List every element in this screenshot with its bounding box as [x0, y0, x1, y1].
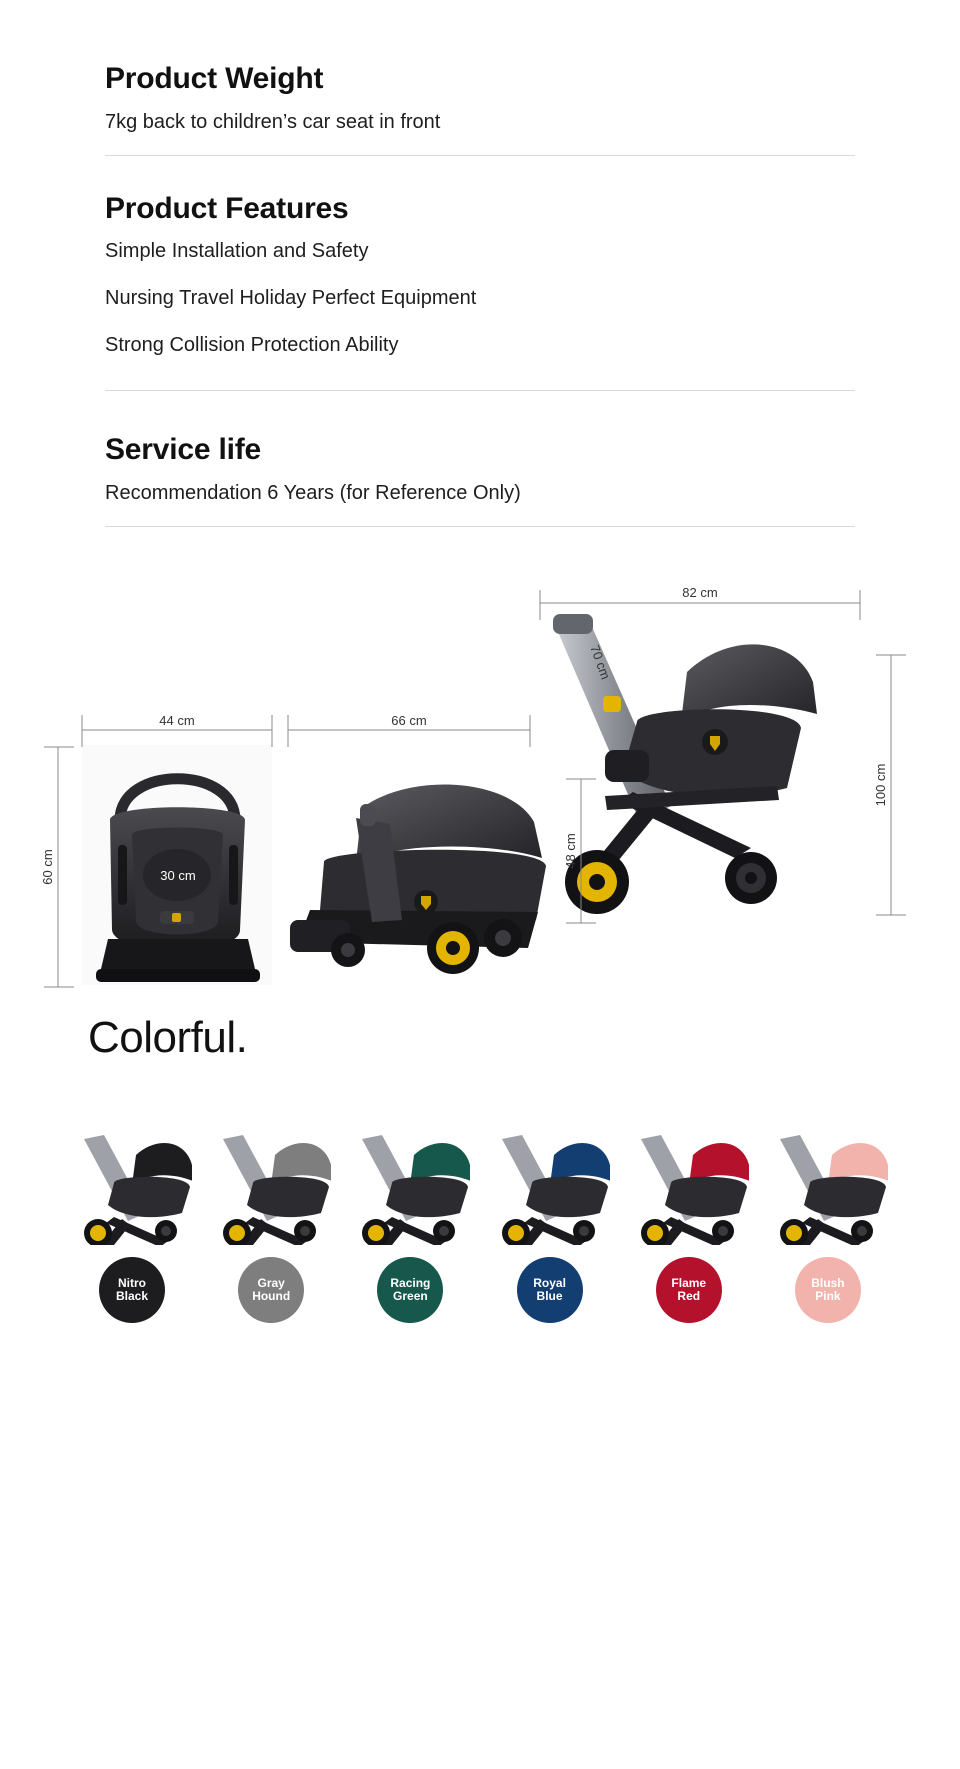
colorful-section — [0, 1013, 960, 1324]
color-name-line2: Black — [115, 1289, 149, 1304]
colorful-heading: Colorful. — [88, 1012, 248, 1062]
spec-block-weight — [105, 0, 855, 156]
color-name-line1: Racing — [390, 1275, 431, 1290]
section-divider — [105, 526, 855, 527]
color-option-nitro-black[interactable] — [72, 1117, 192, 1323]
color-name-line2: Hound — [252, 1289, 291, 1304]
color-chip[interactable] — [517, 1257, 583, 1323]
color-chip[interactable] — [656, 1257, 722, 1323]
spec-block-features — [105, 156, 855, 392]
dimension-label-front-height: 60 cm — [40, 848, 55, 885]
color-option-blush-pink[interactable] — [768, 1117, 888, 1323]
color-name-line1: Flame — [671, 1275, 707, 1290]
specifications-section — [0, 0, 960, 527]
section-title-product-features: Product Features — [105, 191, 349, 225]
stroller-thumbnail-icon — [490, 1117, 610, 1245]
dimension-label-seat-height: 48 cm — [563, 832, 578, 869]
spec-text-feature-1: Simple Installation and Safety — [105, 240, 369, 262]
color-chip[interactable] — [99, 1257, 165, 1323]
dimension-label-folded-width: 66 cm — [391, 712, 427, 728]
section-title-product-weight: Product Weight — [105, 62, 324, 95]
spec-text-service-life: Recommendation 6 Years (for Reference Only) — [105, 481, 521, 504]
color-option-gray-hound[interactable] — [211, 1117, 331, 1323]
spec-text-feature-3: Strong Collision Protection Ability — [105, 334, 399, 356]
section-title-service-life: Service life — [105, 433, 262, 466]
color-swatch-row — [0, 1099, 960, 1323]
color-name-line2: Red — [677, 1289, 701, 1304]
color-name-line1: Royal — [533, 1275, 566, 1290]
color-chip[interactable] — [795, 1257, 861, 1323]
color-name-line2: Pink — [815, 1289, 841, 1304]
dimension-label-front-width: 44 cm — [159, 712, 195, 728]
color-name-line2: Green — [393, 1289, 428, 1304]
dimension-label-seat-inner: 30 cm — [160, 867, 196, 883]
stroller-thumbnail-icon — [350, 1117, 470, 1245]
color-name-line2: Blue — [536, 1289, 563, 1304]
color-name-line1: Nitro — [118, 1275, 146, 1290]
dimensions-diagram — [0, 575, 960, 1005]
color-name-line1: Blush — [811, 1275, 845, 1290]
dimension-label-stroller-width: 82 cm — [682, 584, 718, 600]
color-chip[interactable] — [238, 1257, 304, 1323]
color-chip[interactable] — [377, 1257, 443, 1323]
stroller-thumbnail-icon — [629, 1117, 749, 1245]
spec-text-weight: 7kg back to children’s car seat in front — [105, 110, 441, 133]
color-option-flame-red[interactable] — [629, 1117, 749, 1323]
color-name-line1: Gray — [257, 1275, 285, 1290]
stroller-thumbnail-icon — [211, 1117, 331, 1245]
spec-block-service-life — [105, 391, 855, 527]
stroller-thumbnail-icon — [768, 1117, 888, 1245]
color-option-racing-green[interactable] — [350, 1117, 470, 1323]
dimension-label-stroller-height: 100 cm — [873, 763, 888, 806]
color-option-royal-blue[interactable] — [490, 1117, 610, 1323]
stroller-thumbnail-icon — [72, 1117, 192, 1245]
dimension-label-handle-height: 70 cm — [587, 642, 614, 681]
spec-text-feature-2: Nursing Travel Holiday Perfect Equipment — [105, 287, 477, 309]
